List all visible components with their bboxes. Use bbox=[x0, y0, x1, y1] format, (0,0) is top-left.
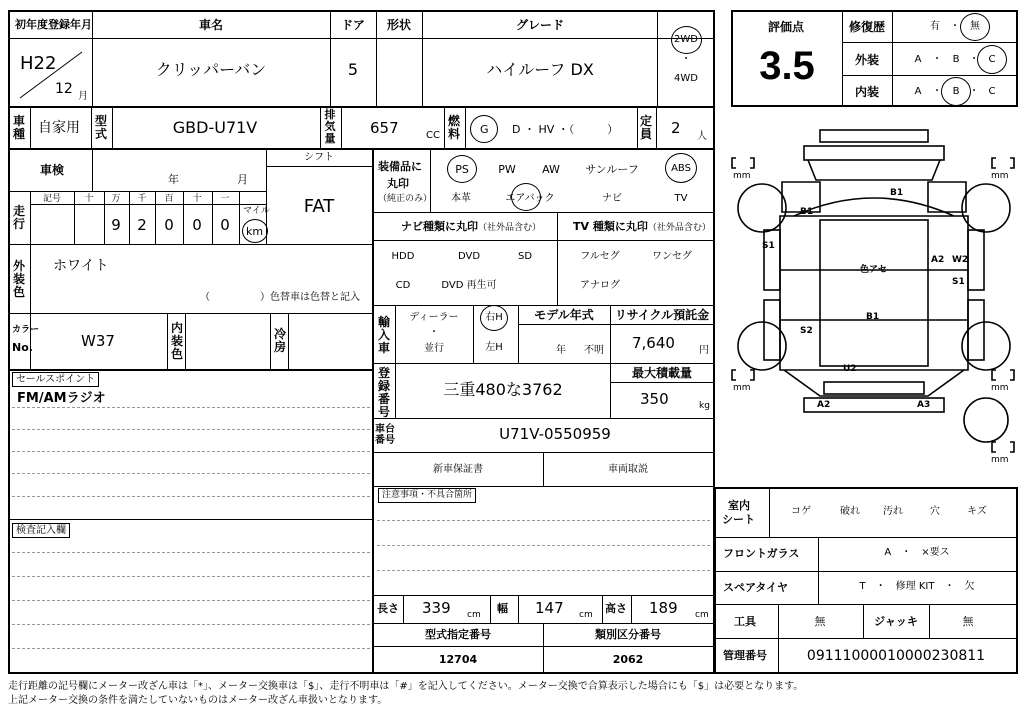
color-code-label: カラー bbox=[12, 325, 40, 335]
max-load-label: 最大積載量 bbox=[631, 366, 693, 380]
footer-note-2: 上記メーター交換の条件を満たしていないものはメーター改ざん車扱いとなります。 bbox=[8, 695, 388, 706]
navi-sd: SD bbox=[517, 251, 533, 262]
damage-mark: A3 bbox=[917, 400, 931, 410]
mm-label: mm bbox=[733, 383, 751, 393]
drive-4wd: 4WD bbox=[674, 73, 698, 84]
unit-label: 十 bbox=[192, 194, 202, 204]
model-year-year: 年 bbox=[556, 345, 566, 356]
repair-dot: ・ bbox=[950, 21, 960, 32]
cc-unit: CC bbox=[426, 130, 440, 141]
spare-value: T ・ 修理 KIT ・ 欠 bbox=[859, 581, 975, 592]
color-label: 外 装 色 bbox=[12, 259, 25, 299]
chassis-label: 車台 番号 bbox=[375, 424, 395, 446]
windshield-area bbox=[808, 160, 940, 180]
ext-c: C bbox=[988, 54, 996, 65]
grade-label: グレード bbox=[515, 18, 565, 32]
interior-color-label: 内 装 色 bbox=[170, 321, 183, 361]
import-label: 輸 入 車 bbox=[377, 315, 390, 355]
wheel-rear-right bbox=[962, 322, 1010, 370]
front-bumper bbox=[820, 130, 928, 142]
cm-unit: cm bbox=[695, 610, 709, 620]
damage-mark: S1 bbox=[762, 241, 775, 251]
inspection-month: 月 bbox=[237, 173, 248, 186]
wheel-front-left bbox=[738, 184, 786, 232]
km-option: km bbox=[246, 225, 264, 238]
import-dot: ・ bbox=[429, 327, 439, 338]
equip-ps: PS bbox=[455, 163, 469, 176]
import-right-h: 右H bbox=[485, 312, 503, 323]
damage-mark: B1 bbox=[866, 312, 880, 322]
damage-mark: A2 bbox=[931, 255, 945, 265]
import-parallel: 並行 bbox=[424, 343, 444, 354]
car-damage-diagram bbox=[724, 120, 1020, 472]
navi-dvd: DVD bbox=[457, 251, 481, 262]
sheet-scratch: キズ bbox=[967, 506, 987, 517]
unit-label: 万 bbox=[111, 194, 121, 204]
repair-label: 修復歴 bbox=[848, 20, 886, 34]
max-load-unit: kg bbox=[699, 401, 710, 411]
drive-dot: ・ bbox=[681, 54, 691, 65]
mileage-digit: 9 bbox=[111, 216, 121, 234]
unit-label: 千 bbox=[137, 194, 147, 204]
first-reg-month: 12 bbox=[55, 81, 73, 97]
month-unit: 月 bbox=[78, 91, 88, 102]
type-num-value: 12704 bbox=[438, 653, 478, 666]
tv-header: TV 種類に丸印（社外品含む） bbox=[573, 220, 711, 233]
first-reg-era: H22 bbox=[20, 53, 57, 74]
equip-pw: PW bbox=[498, 163, 516, 176]
cm-unit: cm bbox=[467, 610, 481, 620]
usage-value: 自家用 bbox=[38, 120, 80, 136]
length-label: 長さ bbox=[377, 602, 399, 615]
caution-label: 注意事項・不具合箇所 bbox=[378, 488, 476, 503]
shift-value: FAT bbox=[303, 196, 335, 217]
sheet-burn: コゲ bbox=[791, 506, 811, 517]
unit-label: 一 bbox=[220, 194, 230, 204]
equip-leather: 本革 bbox=[451, 193, 471, 204]
capacity-label: 定 員 bbox=[639, 114, 652, 141]
damage-mark: B1 bbox=[800, 207, 814, 217]
model-year-unknown: 不明 bbox=[584, 345, 604, 356]
repair-no: 無 bbox=[970, 21, 980, 32]
sheet-tear: 破れ bbox=[840, 506, 860, 517]
class-num-value: 2062 bbox=[612, 653, 644, 666]
equip-airbag: エアバック bbox=[505, 193, 555, 204]
int-dot: ・ bbox=[932, 86, 942, 97]
car-name-label: 車名 bbox=[198, 18, 224, 32]
navi-header: ナビ種類に丸印（社外品含む） bbox=[401, 220, 542, 233]
spare-wheel bbox=[964, 398, 1008, 442]
import-left-h: 左H bbox=[485, 342, 503, 353]
inspector-label: 検査記入欄 bbox=[12, 523, 70, 538]
first-reg-label: 初年度登録年月 bbox=[15, 18, 92, 31]
tools-label: 工具 bbox=[734, 615, 756, 628]
shape-label: 形状 bbox=[386, 18, 412, 32]
exterior-label: 外装 bbox=[854, 53, 880, 67]
ext-b: B bbox=[952, 54, 960, 65]
inspection-year: 年 bbox=[168, 173, 179, 186]
mile-option: マイル bbox=[243, 206, 270, 216]
unit-label: 百 bbox=[164, 194, 174, 204]
ext-a: A bbox=[914, 54, 922, 65]
registration-value: 三重480な3762 bbox=[443, 380, 563, 399]
chassis-value: U71V-0550959 bbox=[499, 425, 611, 443]
damage-mark: B1 bbox=[890, 188, 904, 198]
color-code-label-no: No. bbox=[12, 341, 33, 354]
sales-point-label: セールスポイント bbox=[12, 372, 99, 387]
equipment-label-2: 丸印 bbox=[387, 177, 409, 190]
management-value: 09111000010000230811 bbox=[806, 648, 986, 664]
equipment-sub: （純正のみ） bbox=[378, 194, 433, 204]
mileage-kigo: 記号 bbox=[42, 194, 62, 204]
mm-label: mm bbox=[991, 383, 1009, 393]
interior-sheet-label-2: シート bbox=[722, 513, 755, 526]
windshield-label: フロントガラス bbox=[723, 547, 800, 560]
capacity-unit: 人 bbox=[697, 131, 707, 142]
mileage-label: 走 行 bbox=[12, 204, 25, 231]
damage-mark: A2 bbox=[817, 400, 831, 410]
management-label: 管理番号 bbox=[723, 649, 767, 662]
model-year-label: モデル年式 bbox=[534, 308, 594, 322]
max-load-value: 350 bbox=[640, 390, 669, 408]
footer-note-1: 走行距離の記号欄にメーター改ざん車は「*」、メーター交換車は「$」、走行不明車は「#」を記入してください。メーター交換で合算表示した場合にも「$」は必要となります。 bbox=[8, 681, 804, 692]
displacement-value: 657 bbox=[370, 119, 399, 137]
sales-point-value: FM/AMラジオ bbox=[17, 391, 106, 406]
int-c: C bbox=[988, 86, 996, 97]
tv-analog: アナログ bbox=[580, 280, 620, 291]
int-b: B bbox=[952, 86, 960, 97]
hood-front bbox=[804, 146, 944, 160]
damage-mark: U2 bbox=[843, 364, 857, 374]
jack-value: 無 bbox=[962, 615, 974, 628]
import-dealer: ディーラー bbox=[409, 312, 459, 323]
mileage-digit: 0 bbox=[164, 216, 174, 234]
damage-mark: S2 bbox=[800, 326, 813, 336]
unit-label: 十 bbox=[84, 194, 94, 204]
jack-label: ジャッキ bbox=[874, 615, 918, 628]
navi-hdd: HDD bbox=[391, 251, 415, 262]
tv-fullseg: フルセグ bbox=[580, 251, 620, 262]
door-label: ドア bbox=[341, 18, 365, 32]
score-label: 評価点 bbox=[767, 20, 805, 34]
navi-cd: CD bbox=[395, 280, 411, 291]
mm-label: mm bbox=[733, 171, 751, 181]
equip-sunroof: サンルーフ bbox=[585, 163, 639, 176]
wheel-front-right bbox=[962, 184, 1010, 232]
score-value: 3.5 bbox=[759, 44, 815, 88]
ext-dot: ・ bbox=[932, 54, 942, 65]
model-label: 型 式 bbox=[94, 114, 107, 141]
interior-sheet-label: 室内 bbox=[728, 499, 750, 512]
sheet-hole: 穴 bbox=[930, 506, 940, 517]
fuel-label: 燃 料 bbox=[447, 114, 460, 141]
tv-oneseg: ワンセグ bbox=[652, 251, 692, 262]
sheet-stain: 汚れ bbox=[883, 506, 903, 517]
type-num-label: 型式指定番号 bbox=[425, 628, 491, 641]
height-value: 189 bbox=[649, 599, 678, 617]
wheel-rear-left bbox=[738, 322, 786, 370]
doors-value: 5 bbox=[347, 60, 359, 79]
registration-label: 登 録 番 号 bbox=[377, 366, 390, 419]
mm-label: mm bbox=[991, 455, 1009, 465]
equipment-label: 装備品に bbox=[378, 160, 422, 173]
displacement-label: 排 気 量 bbox=[324, 108, 336, 145]
class-num-label: 類別区分番号 bbox=[595, 628, 661, 641]
height-label: 高さ bbox=[605, 602, 627, 615]
inspection-label: 車検 bbox=[40, 163, 65, 177]
int-dot: ・ bbox=[969, 86, 979, 97]
fuel-g: G bbox=[480, 123, 489, 136]
fuel-options: D ・ HV ・（ ） bbox=[512, 123, 619, 136]
color-code-value: W37 bbox=[81, 332, 115, 350]
usage-label: 車 種 bbox=[12, 114, 25, 141]
cm-unit: cm bbox=[579, 610, 593, 620]
capacity-value: 2 bbox=[671, 119, 681, 137]
interior-label: 内装 bbox=[854, 85, 880, 99]
roof bbox=[820, 220, 928, 366]
equip-abs: ABS bbox=[671, 163, 691, 174]
recycle-unit: 円 bbox=[699, 345, 709, 356]
width-label: 幅 bbox=[497, 602, 508, 615]
car-name: クリッパーバン bbox=[155, 60, 267, 79]
mm-label: mm bbox=[991, 171, 1009, 181]
recycle-label: リサイクル預託金 bbox=[614, 308, 710, 322]
grade-value: ハイルーフ DX bbox=[486, 60, 594, 79]
mileage-digit: 2 bbox=[137, 216, 147, 234]
damage-mark: S1 bbox=[952, 277, 965, 287]
shift-label: シフト bbox=[304, 152, 334, 163]
color-note: （ ）色替車は色替と記入 bbox=[200, 292, 360, 303]
equip-tv: TV bbox=[674, 193, 688, 204]
length-value: 339 bbox=[422, 599, 451, 617]
model-value: GBD-U71V bbox=[172, 118, 258, 137]
color-value: ホワイト bbox=[53, 258, 109, 274]
warranty-doc: 新車保証書 bbox=[433, 464, 483, 475]
equip-navi: ナビ bbox=[602, 193, 622, 204]
ext-dot: ・ bbox=[969, 54, 979, 65]
manual-doc: 車両取説 bbox=[608, 464, 648, 475]
width-value: 147 bbox=[535, 599, 564, 617]
ac-label: 冷 房 bbox=[273, 327, 286, 354]
recycle-value: 7,640 bbox=[632, 334, 675, 352]
body-outline bbox=[780, 216, 968, 370]
mileage-digit: 0 bbox=[220, 216, 230, 234]
equip-aw: AW bbox=[542, 163, 560, 176]
spare-label: スペアタイヤ bbox=[723, 581, 789, 594]
drive-2wd: 2WD bbox=[674, 34, 698, 45]
navi-dvd-play: DVD 再生可 bbox=[441, 280, 497, 291]
damage-mark: 色アセ bbox=[860, 265, 887, 275]
repair-yes: 有 bbox=[930, 21, 940, 32]
tools-value: 無 bbox=[814, 615, 826, 628]
windshield-value: A ・ ×要ス bbox=[884, 547, 950, 558]
mileage-digit: 0 bbox=[192, 216, 202, 234]
int-a: A bbox=[914, 86, 922, 97]
damage-mark: W2 bbox=[952, 255, 969, 265]
